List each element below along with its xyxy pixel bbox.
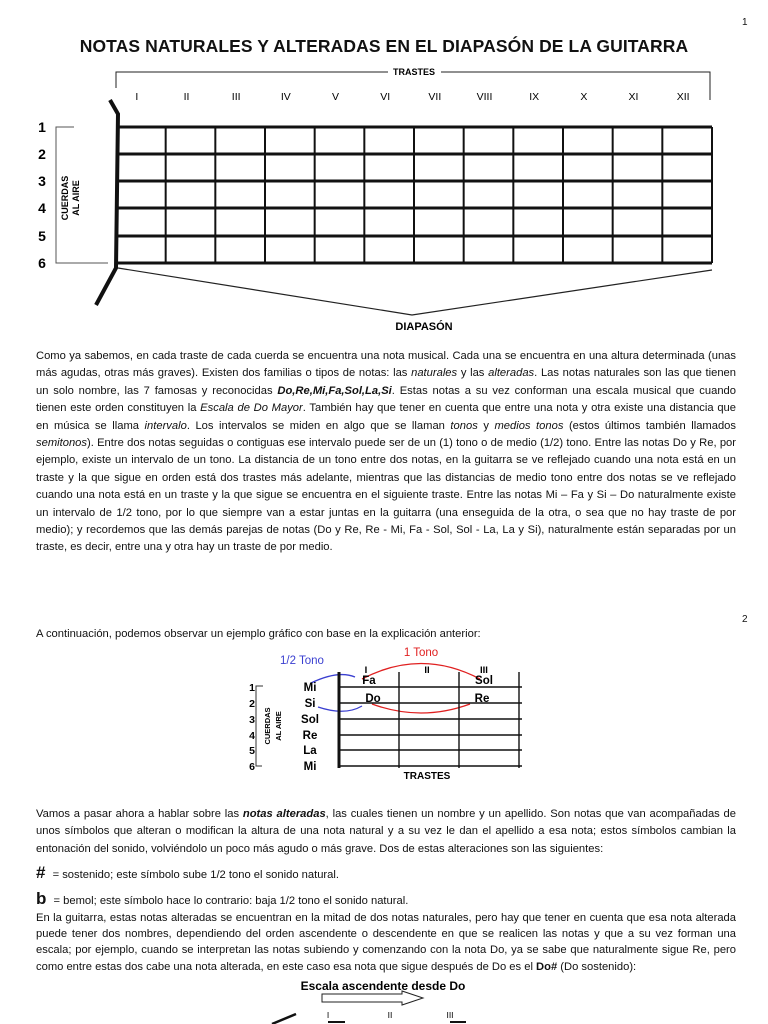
d2-cuerdas-label-1: CUERDAS — [263, 707, 272, 745]
d2-fret-label: I — [364, 665, 368, 676]
text-run: Do# — [536, 960, 558, 973]
string-number: 3 — [38, 173, 46, 189]
d3-fret-labels — [327, 1010, 454, 1020]
fret-label: I — [135, 91, 139, 103]
d3-fret-label: III — [446, 1010, 454, 1020]
string-number: 6 — [38, 255, 46, 271]
d2-trastes-label: TRASTES — [403, 771, 451, 782]
fret-label: VII — [428, 91, 442, 103]
text-run: Como ya sabemos, en cada traste de cada cuerda se encuentra una nota musical. Cada una se encuentra en una altura determinada (unas más agudas, otras más graves). Existen dos familias o tipos de notas: las — [36, 350, 736, 380]
text-run: intervalo — [144, 419, 187, 432]
page-number-2: 2 — [742, 614, 748, 625]
d2-fret-label: III — [480, 665, 488, 676]
text-run: . Los intervalos se miden en algo que se llaman — [186, 419, 451, 432]
text-run: ). Entre dos notas seguidas o contiguas ese intervalo puede ser de un (1) tono o de medio (1/2) tono. Entre las notas Do y Re, por ejemplo, existe un intervalo de un tono. La distancia de un tono entre dos notas, en la guitarra se ve reflejado cuando una nota está en un traste y la que sigue en orden está dos trastes más adelante, mientras que las distancias de medio tono entre dos notas se ve reflejado cuando una nota está en un traste y la que sigue se encuentra en el siguiente traste. Entre las notas Mi – Fa y Si – Do naturalmente existe un intervalo de 1/2 tono, por lo que siempre van a estar juntas en la guitarra (una enseguida de la otra, o sea que no hay traste de por medio); y recordemos que las demás parejas de notas (Do y Re, Re - Mi, Fa - Sol, Sol - La, La y Si), naturalmente están separadas por un traste, es decir, entre una y otra hay un traste de por medio. — [36, 437, 736, 554]
text-run: (Do sostenido): — [557, 960, 637, 973]
fret-label: XI — [628, 91, 639, 103]
d2-cuerdas-label-2: AL AIRE — [274, 711, 283, 741]
string-number: 4 — [38, 200, 46, 216]
d2-fret-note-do: Do — [365, 693, 381, 705]
text-run: , las cuales tienen un nombre y un apellido. Son notas que van acompañadas de unos símbolos que alteran o modifican la altura de una nota natural y a su vez le dan el apellido a esa nota; estos símbolos cambian la entonación del sonido, volviéndolo un poco más agudo o más grave. Dos de estas alteraciones son las siguientes: — [36, 808, 737, 855]
d2-open-note: Si — [304, 698, 316, 710]
d2-open-note: Mi — [303, 682, 317, 694]
text-run: y las — [457, 367, 489, 380]
fret-label: VIII — [476, 91, 493, 103]
string-number: 1 — [38, 119, 46, 135]
d2-string-number: 1 — [249, 682, 255, 694]
text-run: naturales — [411, 367, 458, 380]
text-run: semitonos — [36, 437, 87, 450]
cuerdas-label-1: CUERDAS — [60, 175, 70, 221]
text-run: alteradas — [488, 367, 535, 380]
text-run: Do,Re,Mi,Fa,Sol,La,Si — [277, 384, 392, 397]
d2-open-note: Sol — [301, 714, 319, 726]
fret-label: V — [331, 91, 340, 103]
text-run: . Las notas naturales son las que tienen un solo nombre, las 7 famosas y reconocidas — [36, 367, 737, 397]
d2-fret-note-fa: Fa — [362, 675, 376, 687]
text-run: tonos — [450, 419, 478, 432]
string-number: 5 — [38, 228, 46, 244]
d2-string-number: 6 — [249, 761, 255, 773]
d3-fret-label: I — [326, 1010, 330, 1020]
d2-open-note: Re — [302, 730, 318, 742]
intro-paragraph-2: A continuación, podemos observar un ejemplo gráfico con base en la explicación anterior: — [36, 628, 481, 640]
fret-label: X — [580, 91, 588, 103]
d3-title: Escala ascendente desde Do — [300, 979, 466, 993]
d2-open-note: Mi — [303, 761, 317, 773]
d2-fret-note-re: Re — [474, 693, 490, 705]
half-tone-label: 1/2 Tono — [280, 655, 324, 667]
text-run: Vamos a pasar ahora a hablar sobre las — [36, 808, 243, 820]
fret-label: XII — [676, 91, 690, 103]
sharp-text: = sostenido; este símbolo sube 1/2 tono el sonido natural. — [49, 869, 339, 881]
text-run: . También hay que tener en cuenta que entre una nota y otra existe una distancia que en música se llama — [36, 402, 736, 432]
trastes-label: TRASTES — [392, 67, 436, 77]
sharp-symbol: # — [36, 863, 46, 882]
text-run: . Estas notas a su vez conforman una escala musical que cuando tienen este orden constituyen la — [36, 384, 736, 415]
fret-label: III — [231, 91, 241, 103]
text-run: y — [477, 419, 495, 432]
text-run: Escala de Do Mayor — [200, 402, 303, 415]
fret-label: IX — [529, 91, 540, 103]
d2-string-number: 3 — [249, 714, 255, 726]
text-run: En la guitarra, estas notas alteradas se encuentran en la mitad de dos notas naturales, pero hay que tener en cuenta que esa nota alterada puede tener dos nombres, dependiendo del orden ascendente o descendente en que se realicen las notas y que a su vez forman una escala; por ejemplo, cuando se interpretan las notas subiendo y comenzando con la nota Do, ya se sabe que naturalmente sigue Re, pero como entre estas dos cabe una nota alterada, en este caso esa nota que sigue después de Do es el — [36, 912, 736, 973]
flat-text: = bemol; este símbolo hace lo contrario: baja 1/2 tono el sonido natural. — [50, 895, 409, 907]
fret-label: IV — [280, 91, 291, 103]
d2-string-number: 2 — [249, 698, 255, 710]
flat-symbol: b — [36, 889, 47, 908]
d2-string-number: 5 — [249, 745, 255, 757]
fret-label: VI — [380, 91, 391, 103]
d2-fret-label: II — [424, 665, 430, 676]
text-run: (estos últimos también llamados — [563, 419, 736, 432]
one-tone-label: 1 Tono — [403, 647, 439, 659]
diapason-label: DIAPASÓN — [395, 321, 453, 333]
d2-open-note: La — [303, 745, 317, 757]
d2-fret-note-sol: Sol — [475, 675, 493, 687]
text-run: notas alteradas — [242, 808, 326, 820]
text-run: medios tonos — [494, 419, 564, 432]
fret-label: II — [183, 91, 190, 103]
d3-fret-label: II — [387, 1010, 393, 1020]
d2-string-number: 4 — [249, 730, 255, 742]
page-title: NOTAS NATURALES Y ALTERADAS EN EL DIAPASÓN DE LA GUITARRA — [79, 36, 689, 56]
cuerdas-label-2: AL AIRE — [71, 180, 81, 216]
string-number: 2 — [38, 146, 46, 162]
page-number-1: 1 — [742, 17, 748, 28]
